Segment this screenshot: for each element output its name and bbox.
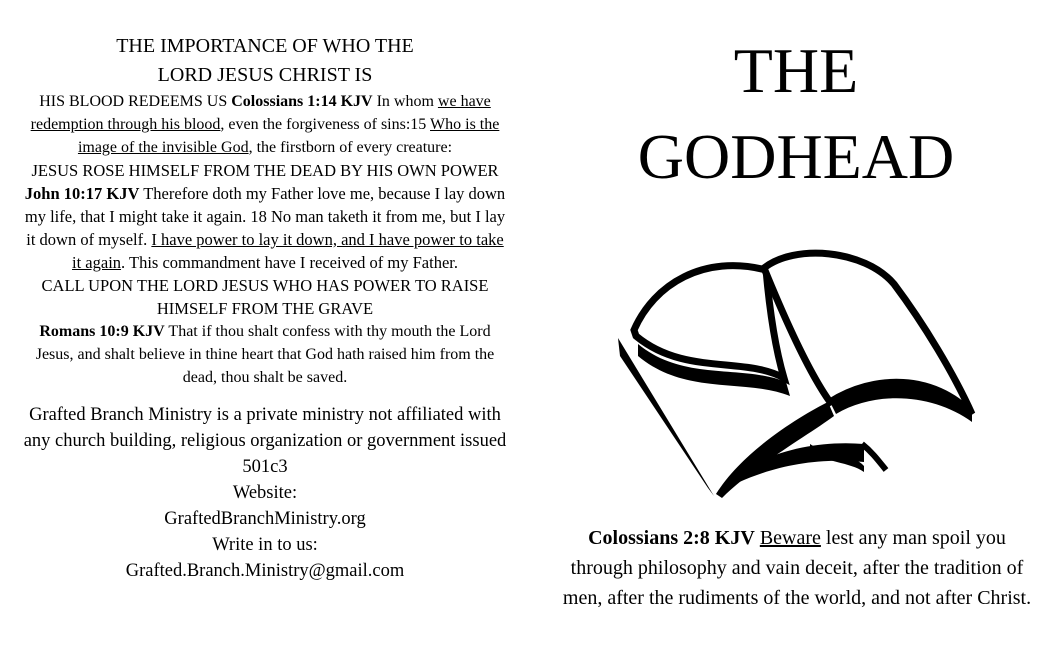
- left-panel: [20, 32, 510, 584]
- godhead-title: THE GODHEAD: [637, 35, 955, 192]
- romans-paragraph: Romans 10:9 KJV That if thou shalt confess with thy mouth the Lord Jesus, and shalt believe in thine heart that God hath raised him from the dead, thou shalt be saved.: [35, 323, 495, 386]
- ministry-info: [20, 402, 510, 584]
- call-heading: CALL UPON THE LORD JESUS WHO HAS POWER TO RAISE HIMSELF FROM THE GRAVE: [41, 276, 489, 318]
- rose-paragraph: JESUS ROSE HIMSELF FROM THE DEAD BY HIS OWN POWER John 10:17 KJV Therefore doth my Father love me, because I lay down my life, that I might take it again. 18 No man taketh it from me, but I lay it down of myself. I have power to lay it down, and I have power to take it again. This commandment have I received of my Father.: [24, 161, 506, 272]
- blood-paragraph: HIS BLOOD REDEEMS US Colossians 1:14 KJV In whom we have redemption through his blood, even the forgiveness of sins:15 Who is the image of the invisible God, the firstborn of every creature:: [30, 93, 500, 156]
- email-link[interactable]: Grafted.Branch.Ministry@gmail.com: [125, 561, 405, 581]
- website-label: Website:: [232, 483, 298, 503]
- open-bible-icon: [614, 244, 980, 500]
- importance-title: THE IMPORTANCE OF WHO THE LORD JESUS CHRIST IS: [116, 35, 414, 86]
- website-link[interactable]: GraftedBranchMinistry.org: [164, 509, 366, 529]
- right-panel: [540, 28, 1051, 200]
- colossians-verse: Colossians 2:8 KJV Beware lest any man spoil you through philosophy and vain deceit, after the tradition of men, after the rudiments of the world, and not after Christ.: [562, 527, 1032, 609]
- ministry-description: Grafted Branch Ministry is a private ministry not affiliated with any church building, religious organization or government issued 501c3: [23, 405, 507, 477]
- write-label: Write in to us:: [212, 535, 318, 555]
